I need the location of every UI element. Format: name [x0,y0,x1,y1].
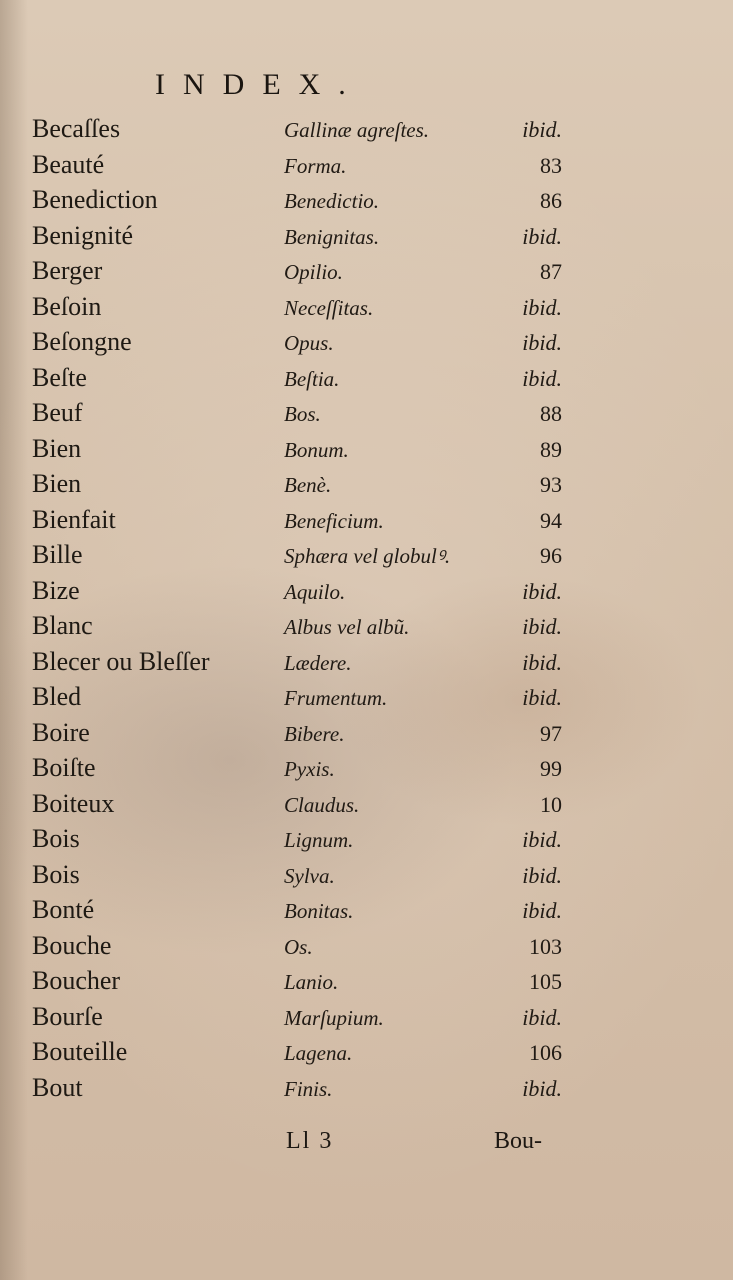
french-term: Benignité [32,220,134,250]
latin-term: Benedictio. [284,189,380,213]
page-reference: 10 [540,791,562,817]
index-entry [22,858,562,894]
index-list [22,112,562,1106]
latin-term: Benè. [284,473,332,497]
latin-term: Lagena. [284,1041,353,1065]
latin-term: Beſtia. [284,366,340,391]
index-entry [22,219,562,255]
page-reference: 86 [540,188,562,213]
index-entry [22,254,562,290]
page-reference: ibid. [522,330,562,355]
french-term: Bled [32,682,82,711]
latin-term: Sylva. [284,863,335,888]
latin-term: Bibere. [284,721,345,746]
latin-term: Os. [284,934,313,959]
index-entry [22,716,562,752]
french-term: Beuf [32,398,83,427]
french-term: Beſoin [32,291,102,321]
index-entry [22,503,562,539]
index-entry [22,148,562,184]
french-term: Bienfait [32,504,116,534]
french-term: Bize [32,575,80,605]
french-term: Bout [32,1072,83,1102]
page-reference: ibid. [522,685,562,710]
french-term: Bois [32,824,80,853]
latin-term: Beneficium. [284,508,384,533]
french-term: Blecer ou Bleſſer [32,646,210,676]
latin-term: Bos. [284,402,321,426]
french-term: Bouteille [32,1037,128,1066]
french-term: Bourſe [32,1001,103,1031]
french-term: Berger [32,256,103,285]
index-entry [22,538,562,574]
french-term: Becaſſes [32,114,121,143]
index-entry [22,929,562,965]
french-term: Boiteux [32,788,115,818]
page-reference: ibid. [522,578,562,604]
page-reference: 93 [540,472,562,497]
latin-term: Albus vel albũ. [284,615,410,639]
page-reference: 89 [540,436,562,462]
index-entry [22,361,562,397]
page-reference: 88 [540,401,562,426]
latin-term: Sphæra vel globulꝰ. [284,544,451,568]
index-entry [22,574,562,610]
catchword: Bou- [494,1128,542,1154]
index-entry [22,822,562,858]
french-term: Bien [32,433,82,463]
index-entry [22,964,562,1000]
index-entry [22,1000,562,1036]
latin-term: Benignitas. [284,224,380,249]
index-entry [22,290,562,326]
page-reference: ibid. [522,223,562,249]
latin-term: Lignum. [284,828,354,852]
page-reference: ibid. [522,614,562,639]
french-term: Boire [32,717,90,747]
index-entry [22,680,562,716]
latin-term: Bonitas. [284,899,354,923]
latin-term: Forma. [284,153,347,178]
french-term: Bois [32,859,80,889]
page-reference: ibid. [522,1004,562,1030]
index-entry [22,787,562,823]
page-reference: ibid. [522,898,562,923]
latin-term: Marſupium. [284,1005,384,1030]
latin-term: Lædere. [284,650,352,675]
french-term: Bille [32,540,83,569]
index-entry [22,751,562,787]
page-reference: ibid. [522,862,562,888]
page-reference: ibid. [522,649,562,675]
index-entry [22,609,562,645]
index-entry [22,893,562,929]
page-footer [22,1128,562,1168]
index-entry [22,1071,562,1107]
page-reference: 83 [540,152,562,178]
latin-term: Bonum. [284,437,349,462]
page-reference: 97 [540,720,562,746]
page-reference: ibid. [522,117,562,142]
signature-mark: Ll 3 [286,1128,334,1154]
page-reference: ibid. [522,294,562,320]
page-reference: 105 [529,969,562,994]
french-term: Boiſte [32,753,96,782]
french-term: Benediction [32,185,158,214]
latin-term: Neceſſitas. [284,295,374,320]
french-term: Boucher [32,966,121,995]
running-head: INDEX. [155,68,364,101]
index-entry [22,183,562,219]
french-term: Bien [32,469,82,498]
latin-term: Pyxis. [284,757,335,781]
index-entry [22,396,562,432]
index-entry [22,645,562,681]
index-entry [22,325,562,361]
latin-term: Lanio. [284,970,339,994]
french-term: Bouche [32,930,112,960]
french-term: Blanc [32,611,93,640]
page-reference: 96 [540,543,562,568]
french-term: Beauté [32,149,105,179]
index-entry [22,1035,562,1071]
page-reference: ibid. [522,1075,562,1101]
page-reference: 106 [529,1040,562,1065]
latin-term: Opilio. [284,260,343,284]
french-term: Bonté [32,895,95,924]
index-entry [22,432,562,468]
latin-term: Aquilo. [284,579,346,604]
latin-term: Claudus. [284,792,360,817]
latin-term: Gallinæ agreſtes. [284,118,430,142]
page-reference: ibid. [522,365,562,391]
latin-term: Opus. [284,331,334,355]
latin-term: Finis. [284,1076,333,1101]
page-reference: ibid. [522,827,562,852]
page-reference: 99 [540,756,562,781]
page-reference: 94 [540,507,562,533]
index-entry [22,467,562,503]
page-reference: 103 [529,933,562,959]
french-term: Beſte [32,362,87,392]
latin-term: Frumentum. [284,686,388,710]
index-entry [22,112,562,148]
page-reference: 87 [540,259,562,284]
french-term: Beſongne [32,327,132,356]
